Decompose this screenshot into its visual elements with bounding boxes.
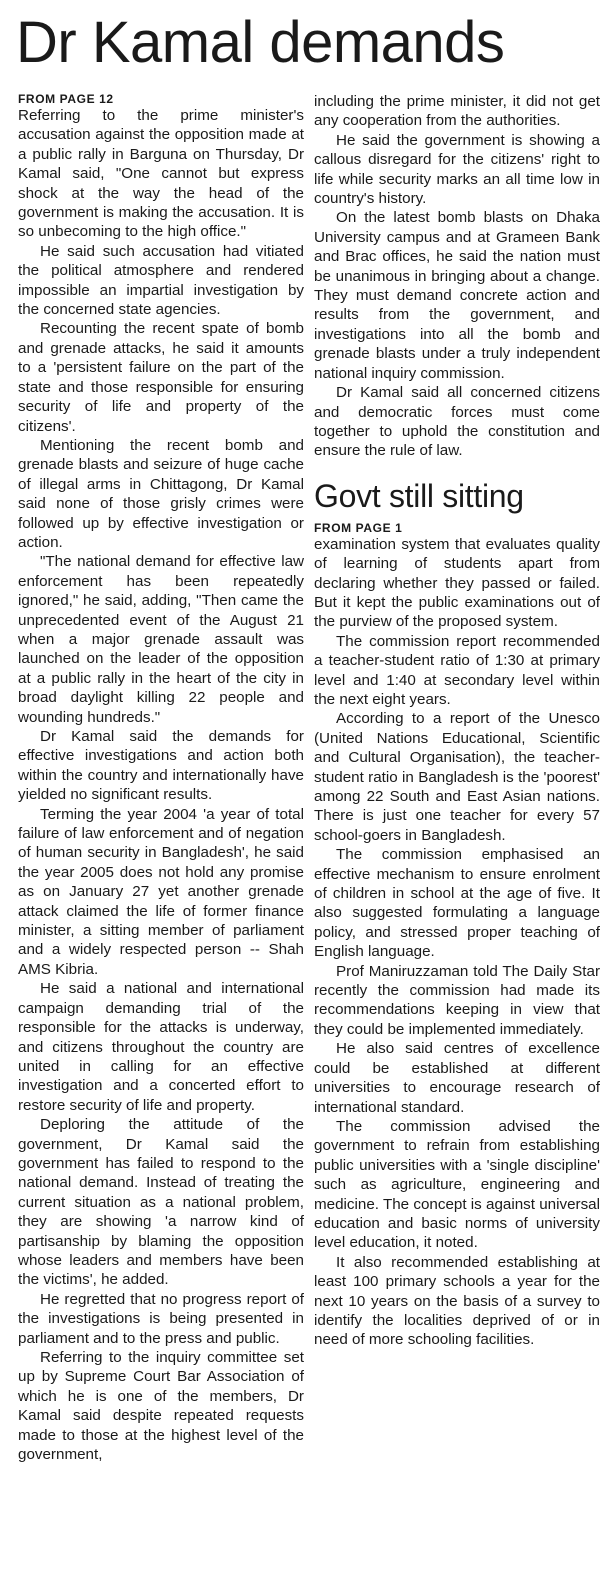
article1-paragraph: He said the government is showing a callous disregard for the citizens' right to life while security marks an all time low in country's history.: [314, 131, 600, 208]
page-headline: Dr Kamal demands: [16, 10, 505, 75]
article2-paragraph: The commission emphasised an effective mechanism to ensure enrolment of children in school at the age of five. It also suggested formulating a language policy, and stressed proper teaching of English language.: [314, 846, 600, 961]
article1-paragraph: Deploring the attitude of the government, Dr Kamal said the government has failed to respond to the national demand. Instead of treating the current situation as a national problem, they are showing 'a narrow kind of partisanship by blaming the opposition whose leaders and members have been the victims', he added.: [18, 1116, 304, 1289]
article2-headline: Govt still sitting: [314, 477, 524, 514]
article1-paragraph: Referring to the prime minister's accusation against the opposition made at a public rally in Barguna on Thursday, Dr Kamal said, "One cannot but express shock at the way the head of the government is making the accusation. It is so unbecoming to the high office.": [18, 107, 304, 241]
article1-paragraph: Mentioning the recent bomb and grenade blasts and seizure of huge cache of illegal arms in Chittagong, Dr Kamal said none of those grisly crimes were followed up by effective investigation or action.: [18, 436, 304, 551]
article2-paragraph: According to a report of the Unesco (United Nations Educational, Scientific and Cultural Organisation), the teacher-student ratio in Bangladesh is the 'poorest' among 22 South and East Asian nations. There is just one teacher for every 57 school-goers in Bangladesh.: [314, 710, 600, 844]
article1-paragraph: including the prime minister, it did not get any cooperation from the authorities.: [314, 93, 600, 130]
right-column: [314, 92, 600, 1350]
article2-paragraph: The commission report recommended a teacher-student ratio of 1:30 at primary level and 1:40 at secondary level within the next eight years.: [314, 632, 600, 708]
article1-paragraph: Recounting the recent spate of bomb and grenade attacks, he said it amounts to a 'persistent failure on the part of the state and those responsible for ensuring security of life and property of the citizens'.: [18, 320, 304, 435]
article1-paragraph: He regretted that no progress report of the investigations is being presented in parliament and to the press and public.: [18, 1290, 304, 1347]
article2-paragraph: The commission advised the government to refrain from establishing public universities with a 'single discipline' such as agriculture, engineering and medicine. The concept is against universal education and basic norms of university level education, it noted.: [314, 1117, 600, 1252]
article1-paragraph: "The national demand for effective law enforcement has been repeatedly ignored," he said, adding, "Then came the unprecedented event of the August 21 when a major grenade assault was launched on the leader of the opposition at a public rally in the heart of the city in broad daylight killing 22 people and wounding hundreds.": [18, 553, 304, 726]
article1-paragraph: Dr Kamal said all concerned citizens and democratic forces must come together to uphold the constitution and ensure the rule of law.: [314, 384, 600, 460]
article1-paragraph: Referring to the inquiry committee set up by Supreme Court Bar Association of which he is one of the members, Dr Kamal said despite repeated requests made to those at the highest level of the government,: [18, 1349, 304, 1464]
article1-paragraph: Terming the year 2004 'a year of total failure of law enforcement and of negation of human security in Bangladesh', he said the year 2005 does not hold any promise as on January 27 yet another grenade attack claimed the life of former finance minister, a sitting member of parliament and a widely respected person -- Shah AMS Kibria.: [18, 805, 304, 978]
article1-paragraph: He said a national and international campaign demanding trial of the responsible for the attacks is underway, and citizens throughout the country are united in calling for an effective investigation and a concerted effort to restore security of life and property.: [18, 980, 304, 1114]
article2-paragraph: It also recommended establishing at least 100 primary schools a year for the next 10 years on the basis of a survey to identify the localities deprived of or in need of more schooling facilities.: [314, 1253, 600, 1349]
left-column: [18, 92, 304, 1464]
article2-paragraph: examination system that evaluates quality of learning of students apart from declaring whether they passed or failed. But it kept the public examinations out of the purview of the proposed system.: [314, 535, 600, 631]
article2-dateline: FROM PAGE 1: [314, 520, 403, 535]
article1-paragraph: On the latest bomb blasts on Dhaka University campus and at Grameen Bank and Brac offices, he said the nation must be unanimous in bringing about a change. They must demand concrete action and results from the government, and investigations into all the bomb and grenade blasts under a truly independent national inquiry commission.: [314, 209, 600, 382]
article2-paragraph: He also said centres of excellence could be established at different universities to encourage research of international standard.: [314, 1040, 600, 1116]
article2-paragraph: Prof Maniruzzaman told The Daily Star recently the commission had made its recommendations keeping in view that they could be implemented immediately.: [314, 962, 600, 1038]
article1-dateline: FROM PAGE 12: [18, 92, 114, 106]
article1-paragraph: Dr Kamal said the demands for effective investigations and action both within the country and internationally have yielded no significant results.: [18, 728, 304, 804]
article1-paragraph: He said such accusation had vitiated the political atmosphere and rendered impossible an impartial investigation by the concerned state agencies.: [18, 242, 304, 319]
